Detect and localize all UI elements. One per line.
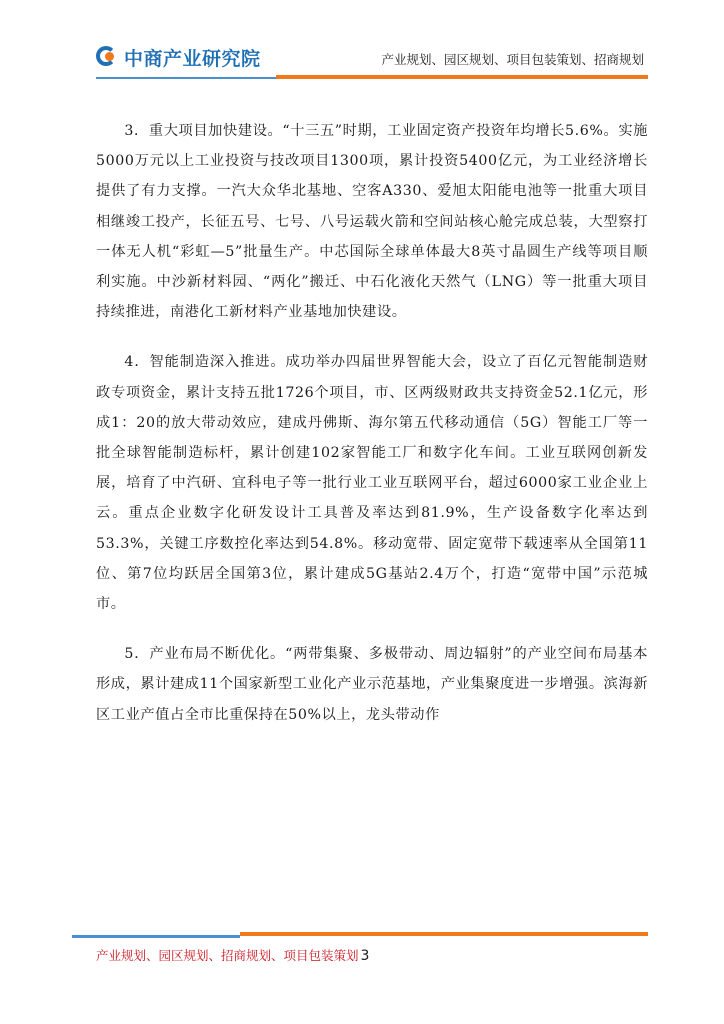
logo-icon (96, 46, 120, 70)
header-divider-blue (96, 77, 276, 79)
page-header (0, 0, 724, 80)
header-tagline: 产业规划、园区规划、项目包装策划、招商规划 (381, 52, 644, 67)
company-logo (96, 44, 261, 71)
footer-divider-blue (72, 935, 240, 938)
footer-tagline: 产业规划、园区规划、招商规划、项目包装策划 (96, 948, 359, 963)
logo-text: 中商产业研究院 (124, 48, 261, 70)
paragraph-industrial-layout: 5．产业布局不断优化。“两带集聚、多极带动、周边辐射”的产业空间布局基本形成，累计建成11个国家新型工业化产业示范基地，产业集聚度进一步增强。滨海新区工业产值占全市比重保持在50%以上，龙头带动作 (96, 646, 648, 723)
paragraph-major-projects: 3．重大项目加快建设。“十三五”时期，工业固定资产投资年均增长5.6%。实施5000万元以上工业投资与技改项目1300项，累计投资5400亿元，为工业经济增长提供了有力支撑。一汽大众华北基地、空客A330、爱旭太阳能电池等一批重大项目相继竣工投产，长征五号、七号、八号运载火箭和空间站核心舱完成总装，大型察打一体无人机“彩虹—5”批量生产。中芯国际全球单体最大8英寸晶圆生产线等项目顺利实施。中沙新材料园、“两化”搬迁、中石化液化天然气（LNG）等一批重大项目持续推进，南港化工新材料产业基地加快建设。 (96, 123, 648, 321)
header-divider-orange (276, 75, 648, 79)
footer-divider-orange (240, 932, 648, 936)
document-body (96, 116, 648, 750)
page-number: 3 (360, 948, 370, 964)
paragraph-smart-manufacturing: 4．智能制造深入推进。成功举办四届世界智能大会，设立了百亿元智能制造财政专项资金，累计支持五批1726个项目，市、区两级财政共支持资金52.1亿元，形成1：20的放大带动效应，建成丹佛斯、海尔第五代移动通信（5G）智能工厂等一批全球智能制造标杆，累计创建102家智能工厂和数字化车间。工业互联网创新发展，培育了中汽研、宜科电子等一批行业工业互联网平台，超过6000家工业企业上云。重点企业数字化研发设计工具普及率达到81.9%，生产设备数字化率达到53.3%，关键工序数控化率达到54.8%。移动宽带、固定宽带下载速率从全国第11位、第7位均跃居全国第3位，累计建成5G基站2.4万个，打造“宽带中国”示范城市。 (96, 354, 648, 613)
page-footer (96, 946, 369, 964)
